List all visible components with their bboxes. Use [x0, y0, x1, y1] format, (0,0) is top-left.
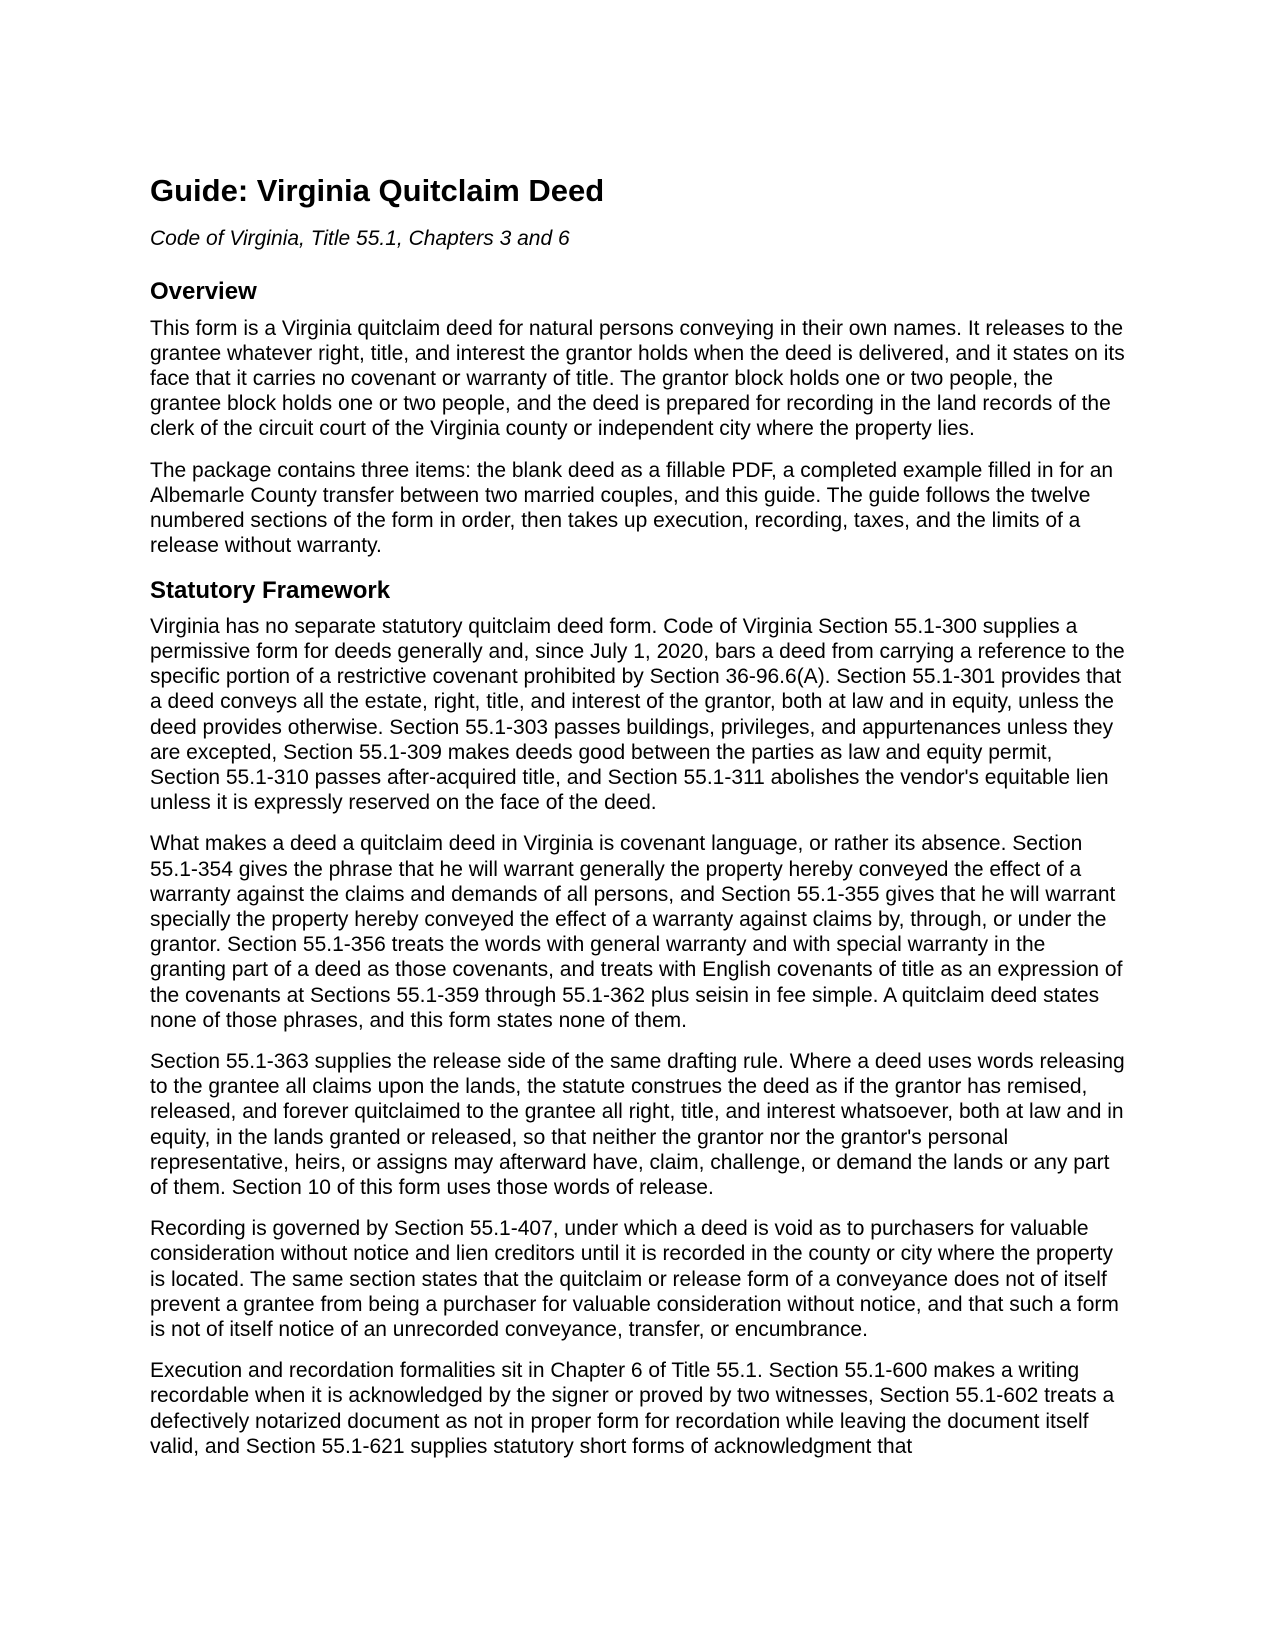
- paragraph: What makes a deed a quitclaim deed in Virginia is covenant language, or rather its absence. Section 55.1-354 gives the phrase that he will warrant generally the property hereby conveyed the effect of a warranty against the claims and demands of all persons, and Section 55.1-355 gives that he will warrant specially the property hereby conveyed the effect of a warranty against claims by, through, or under the grantor. Section 55.1-356 treats the words with general warranty and with special warranty in the granting part of a deed as those covenants, and treats with English covenants of title as an expression of the covenants at Sections 55.1-359 through 55.1-362 plus seisin in fee simple. A quitclaim deed states none of those phrases, and this form states none of them.: [150, 832, 1123, 1032]
- section-overview: [150, 276, 1125, 558]
- section-statutory-framework: [150, 575, 1125, 1459]
- section-heading: Overview: [150, 278, 257, 306]
- paragraph: Execution and recordation formalities sit in Chapter 6 of Title 55.1. Section 55.1-600 makes a writing recordable when it is acknowledged by the signer or proved by two witnesses, Section 55.1-602 treats a defectively notarized document as not in proper form for recordation while leaving the document itself valid, and Section 55.1-621 supplies statutory short forms of acknowledgment that: [150, 1359, 1115, 1458]
- section-heading: Statutory Framework: [150, 576, 391, 604]
- paragraph: Recording is governed by Section 55.1-407, under which a deed is void as to purchasers for valuable consideration without notice and lien creditors until it is recorded in the county or city where the property is located. The same section states that the quitclaim or release form of a conveyance does not of itself prevent a grantee from being a purchaser for valuable consideration without notice, and that such a form is not of itself notice of an unrecorded conveyance, transfer, or encumbrance.: [150, 1217, 1119, 1341]
- document-title: Guide: Virginia Quitclaim Deed: [150, 173, 605, 208]
- paragraph: The package contains three items: the blank deed as a fillable PDF, a completed example filled in for an Albemarle County transfer between two married couples, and this guide. The guide follows the twelve numbered sections of the form in order, then takes up execution, recording, taxes, and the limits of a release without warranty.: [150, 458, 1114, 558]
- document-subtitle: Code of Virginia, Title 55.1, Chapters 3 and 6: [150, 227, 570, 251]
- paragraph: Virginia has no separate statutory quitclaim deed form. Code of Virginia Section 55.1-300 supplies a permissive form for deeds generally and, since July 1, 2020, bars a deed from carrying a reference to the specific portion of a restrictive covenant prohibited by Section 36-96.6(A). Section 55.1-301 provides that a deed conveys all the estate, right, title, and interest of the grantor, both at law and in equity, unless the deed provides otherwise. Section 55.1-303 passes buildings, privileges, and appurtenances unless they are excepted, Section 55.1-309 makes deeds good between the parties as law and equity permit, Section 55.1-310 passes after-acquired title, and Section 55.1-311 abolishes the vendor's equitable lien unless it is expressly reserved on the face of the deed.: [150, 614, 1125, 815]
- paragraph: Section 55.1-363 supplies the release side of the same drafting rule. Where a deed uses words releasing to the grantee all claims upon the lands, the statute construes the deed as if the grantor has remised, released, and forever quitclaimed to the grantee all right, title, and interest whatsoever, both at law and in equity, in the lands granted or released, so that neither the grantor nor the grantor's personal representative, heirs, or assigns may afterward have, claim, challenge, or demand the lands or any part of them. Section 10 of this form uses those words of release.: [150, 1049, 1125, 1199]
- paragraph: This form is a Virginia quitclaim deed for natural persons conveying in their own names. It releases to the grantee whatever right, title, and interest the grantor holds when the deed is delivered, and it states on its face that it carries no covenant or warranty of title. The grantor block holds one or two people, the grantee block holds one or two people, and the deed is prepared for recording in the land records of the clerk of the circuit court of the Virginia county or independent city where the property lies.: [150, 316, 1125, 441]
